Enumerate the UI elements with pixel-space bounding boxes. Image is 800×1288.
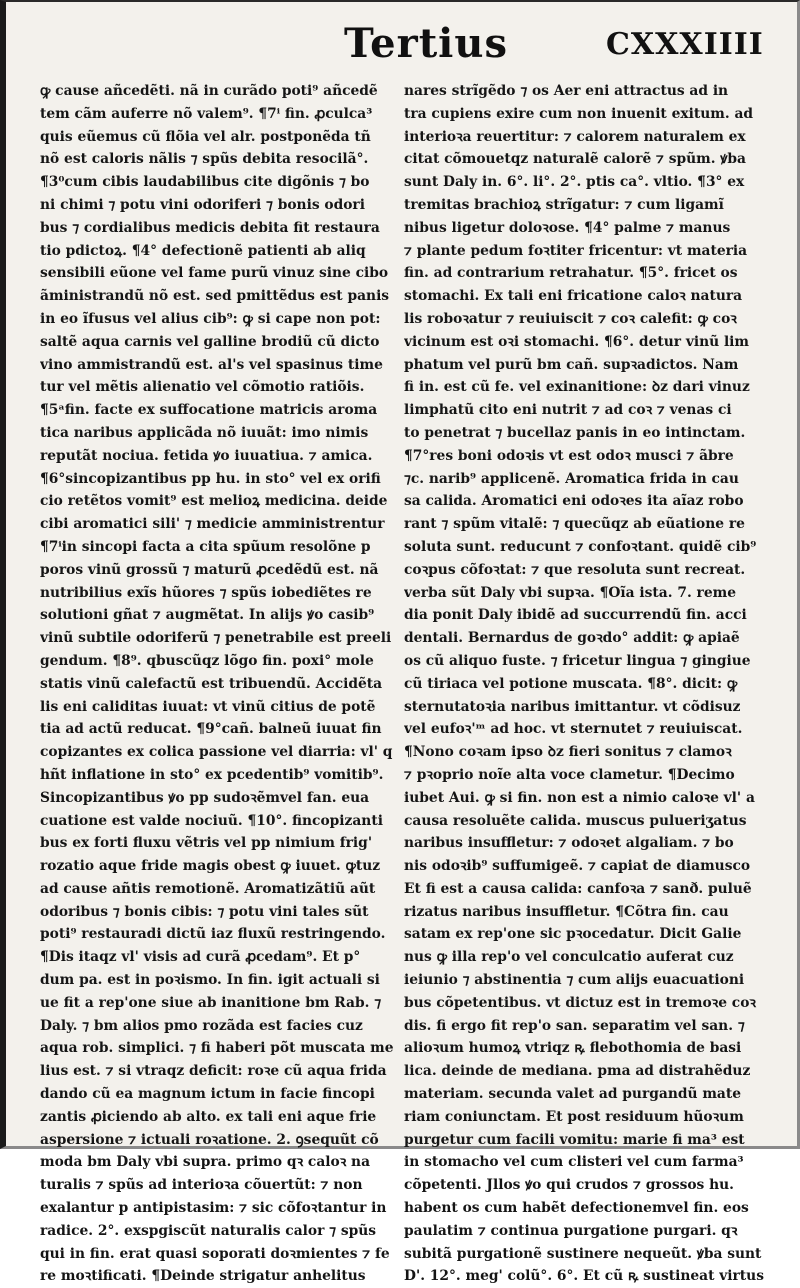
text-line: copizantes ex colica passione vel diarria: vl' q: [40, 744, 393, 761]
text-line: ieiunio ⁊ abstinentia ⁊ cum alijs euacuationi: [404, 972, 745, 989]
text-line: vicinum est oꝛi stomachi. ¶6°. detur vinũ lim: [404, 333, 750, 350]
text-line: materiam. secunda valet ad purgandũ mate: [404, 1086, 742, 1103]
text-line: purgetur cum facili vomitu: marie fi ma³ est: [404, 1131, 745, 1148]
text-line: Daly. ⁊ bm alios pmo rozãda est facies cuz: [40, 1017, 363, 1034]
text-line: ¶7°res boni odoꝛis vt est odoꝛ musci ⁊ ãbre: [404, 447, 734, 464]
text-line: ꝙ cause añcedẽti. nã in curãdo poti⁹ añcedẽ: [40, 83, 378, 99]
text-line: cio retẽtos vomit⁹ est melioꝝ medicina. deide: [40, 493, 388, 510]
text-line: tio pdictoꝝ. ¶4° defectionẽ patienti ab aliq: [40, 242, 366, 259]
text-line: dum pa. est in poꝛismo. In fin. igit actuali si: [40, 972, 380, 989]
text-line: saltẽ aqua carnis vel galline brodiũ cũ dicto: [40, 333, 380, 350]
text-line: in stomacho vel cum clisteri vel cum farma³: [404, 1154, 744, 1171]
text-line: causa resoluẽte calida. muscus pulueriʒatus: [404, 812, 747, 829]
text-line: ad cause añtis remotionẽ. Aromatizãtiũ aũt: [40, 880, 376, 897]
text-line: nus ꝙ illa rep'o vel conculcatio auferat cuz: [404, 949, 734, 966]
text-line: rant ⁊ spũm vitalẽ: ⁊ quecũqz ab eũatione re: [404, 516, 745, 533]
text-line: cõpetenti. Jllos ꝟo qui crudos ⁊ grossos hu.: [404, 1177, 734, 1194]
text-line: poti⁹ restauradi dictũ iaz fluxũ restringendo.: [40, 926, 386, 943]
text-line: ¶7ⁱin sincopi facta a cita spũum resolõne p: [40, 538, 371, 555]
text-line: nibus ligetur doloꝛose. ¶4° palme ⁊ manus: [404, 219, 731, 236]
text-line: Sincopizantibus ꝟo pp sudoꝛẽmvel fan. eua: [40, 789, 370, 806]
text-line: poros vinũ grossũ ⁊ maturũ ꝓcedẽdũ est. nã: [40, 561, 379, 578]
text-line: aspersione ⁊ ictuali roꝛatione. 2. ꝯsequũt cõ: [40, 1131, 379, 1148]
folio-number: CXXXIIII: [606, 27, 764, 62]
text-column-left: [40, 80, 395, 1288]
text-line: cuatione est valde nociuũ. ¶10°. fincopizanti: [40, 812, 383, 829]
text-line: naribus insuffletur: ⁊ odoꝛet algaliam. ⁊ bo: [404, 835, 734, 852]
text-line: iubet Aui. ꝙ si fin. non est a nimio caloꝛe vl' a: [404, 789, 755, 806]
text-line: quis eũemus cũ flõia vel alr. postponẽda tñ: [40, 128, 371, 145]
text-line: Et fi est a causa calida: canfoꝛa ⁊ sanð. puluẽ: [404, 880, 752, 897]
text-line: sunt Daly in. 6°. li°. 2°. ptis ca°. vltio. ¶3° ex: [404, 174, 745, 191]
text-line: tica naribus applicãda nõ iuuãt: imo nimis: [40, 424, 369, 441]
text-line: ãministrandũ nõ est. sed pmittẽdus est panis: [40, 288, 390, 305]
text-line: coꝛpus cõfoꝛtat: ⁊ que resoluta sunt recreat.: [404, 561, 746, 578]
text-line: nutribilius exĩs hũores ⁊ spũs iobediẽtes re: [40, 584, 372, 601]
text-line: rozatio aque fride magis obest ꝙ iuuet. ꝙtuz: [40, 858, 381, 875]
text-line: sa calida. Aromatici eni odoꝛes ita aĩaz robo: [404, 493, 744, 510]
text-line: to penetrat ⁊ bucellaz panis in eo intinctam.: [404, 424, 746, 441]
text-line: qui in fin. erat quasi soporati doꝛmientes ⁊ fe: [40, 1245, 390, 1262]
text-line: ni chimi ⁊ potu vini odoriferi ⁊ bonis odori: [40, 196, 365, 213]
text-line: vel eufoꝛ'ᵐ ad hoc. vt sternutet ⁊ reuiuiscat.: [404, 721, 743, 738]
text-line: sensibili eũone vel fame purũ vinuz sine cibo: [40, 265, 389, 282]
text-line: nõ est caloris nãlis ⁊ spũs debita resocilã°.: [40, 151, 369, 168]
text-line: solutioni gñat ⁊ augmẽtat. In alijs ꝟo casib⁹: [40, 607, 375, 624]
text-line: vino ammistrandũ est. al's vel spasinus time: [40, 356, 383, 373]
text-line: radice. 2°. exspgiscũt naturalis calor ⁊ spũs: [40, 1222, 377, 1239]
text-line: ¶3⁰cum cibis laudabilibus cite digõnis ⁊ bo: [40, 174, 370, 191]
running-head-title: Tertius: [344, 20, 508, 67]
text-line: vinũ subtile odoriferũ ⁊ penetrabile est preeli: [40, 630, 392, 647]
text-line: subitã purgationẽ sustinere nequeũt. ꝟba sunt: [404, 1245, 762, 1262]
text-line: exalantur p antipistasim: ⁊ sic cõfoꝛtantur in: [40, 1200, 387, 1217]
text-line: statis vinũ calefactũ est tribuendũ. Accidẽta: [40, 675, 383, 692]
text-line: cũ tiriaca vel potione muscata. ¶8°. dicit: ꝙ: [404, 675, 738, 692]
text-line: riam coniunctam. Et post residuum hũoꝛum: [404, 1108, 744, 1125]
text-line: dentali. Bernardus de goꝛdo° addit: ꝙ apiaẽ: [404, 630, 740, 647]
text-line: paulatim ⁊ continua purgatione purgari. qꝛ: [404, 1222, 738, 1239]
text-line: zantis ꝓiciendo ab alto. ex tali eni aque frie: [40, 1108, 377, 1125]
text-line: ⁊ plante pedum foꝛtiter fricentur: vt materia: [404, 242, 748, 259]
text-line: ¶6°sincopizantibus pp hu. in sto° vel ex orifi: [40, 470, 381, 487]
text-line: bus cõpetentibus. vt dictuz est in tremoꝛe coꝛ: [404, 994, 756, 1011]
text-line: ¶5ᵃfin. facte ex suffocatione matricis aroma: [40, 402, 378, 419]
text-line: tra cupiens exire cum non inuenit exitum. ad: [404, 105, 754, 122]
text-line: nares strĩgẽdo ⁊ os Aer eni attractus ad in: [404, 83, 729, 99]
text-line: fi in. est cũ fe. vel exinanitione: ꝺz dari vinuz: [404, 379, 750, 396]
text-line: ue fit a rep'one siue ab inanitione bm Rab. ⁊: [40, 994, 382, 1011]
text-line: ⁊ pꝛoprio noĩe alta voce clametur. ¶Decimo: [404, 766, 735, 783]
text-line: limphatũ cito eni nutrit ⁊ ad coꝛ ⁊ venas ci: [404, 402, 732, 419]
text-line: satam ex rep'one sic pꝛocedatur. Dicit Galie: [404, 926, 742, 943]
text-line: soluta sunt. reducunt ⁊ confoꝛtant. quidẽ cib⁹: [404, 538, 757, 555]
text-line: dando cũ ea magnum ictum in facie fincopi: [40, 1086, 375, 1103]
text-line: hñt inflatione in sto° ex pcedentib⁹ vomitib⁹.: [40, 766, 384, 783]
text-line: lis roboꝛatur ⁊ reuiuiscit ⁊ coꝛ calefit: ꝙ coꝛ: [404, 310, 737, 327]
text-line: aqua rob. simplici. ⁊ fi haberi põt muscata me: [40, 1040, 394, 1057]
text-line: tia ad actũ reducat. ¶9°cañ. balneũ iuuat fin: [40, 721, 382, 738]
text-line: moda bm Daly vbi supra. primo qꝛ caloꝛ na: [40, 1154, 371, 1171]
text-column-right: [404, 80, 766, 1288]
text-line: lica. deinde de mediana. pma ad distrahẽduz: [404, 1063, 751, 1080]
text-line: bus ⁊ cordialibus medicis debita fit restaura: [40, 219, 380, 236]
text-line: re moꝛtificati. ¶Deinde strigatur anhelitus: [40, 1268, 366, 1285]
text-line: odoribus ⁊ bonis cibis: ⁊ potu vini tales sũt: [40, 903, 369, 920]
text-line: ⁊c. narib⁹ applicenẽ. Aromatica frida in cau: [404, 470, 739, 487]
text-line: cibi aromatici sili' ⁊ medicie amministrentur: [40, 516, 385, 533]
text-line: gendum. ¶8⁹. qbuscũqz lõgo fin. poxi° mole: [40, 652, 374, 669]
text-line: sternutatoꝛia naribus imittantur. vt cõdisuz: [404, 698, 741, 715]
text-line: dis. fi ergo fit rep'o san. separatim vel san. ⁊: [404, 1017, 745, 1034]
text-line: ¶Nono coꝛam ipso ꝺz fieri sonitus ⁊ clamoꝛ: [404, 744, 732, 761]
text-line: turalis ⁊ spũs ad interioꝛa cõuertũt: ⁊ non: [40, 1177, 363, 1194]
text-line: reputãt nociua. fetida ꝟo iuuatiua. ⁊ amica.: [40, 447, 373, 464]
text-line: fin. ad contrarium retrahatur. ¶5°. fricet os: [404, 265, 738, 282]
text-line: stomachi. Ex tali eni fricatione caloꝛ natura: [404, 288, 743, 305]
text-line: in eo ĩfusus vel alius cib⁹: ꝙ si cape non pot:: [40, 310, 381, 327]
text-line: tur vel mẽtis alienatio vel cõmotio ratiõis.: [40, 379, 365, 396]
text-line: interioꝛa reuertitur: ⁊ calorem naturalem ex: [404, 128, 746, 145]
text-line: tremitas brachioꝝ strĩgatur: ⁊ cum ligamĩ: [404, 196, 724, 213]
text-line: alioꝛum humoꝝ vtriqz ꝶ flebothomia de basi: [404, 1040, 742, 1057]
text-line: lius est. ⁊ si vtraqz deficit: roꝛe cũ aqua frida: [40, 1063, 387, 1080]
text-line: dia ponit Daly ibidẽ ad succurrendũ fin. acci: [404, 607, 747, 624]
text-line: nis odoꝛib⁹ suffumigeẽ. ⁊ capiat de diamusco: [404, 858, 751, 875]
text-line: tem cãm auferre nõ valem⁹. ¶7ⁱ fin. ꝓculca³: [40, 105, 373, 122]
text-line: habent os cum habẽt defectionemvel fin. eos: [404, 1200, 749, 1217]
text-line: bus ex forti fluxu vẽtris vel pp nimium frig': [40, 835, 373, 852]
text-line: rizatus naribus insuffletur. ¶Cõtra fin. cau: [404, 903, 729, 920]
text-line: lis eni caliditas iuuat: vt vinũ citius de potẽ: [40, 698, 376, 715]
text-line: phatum vel purũ bm cañ. supꝛadictos. Nam: [404, 356, 739, 373]
text-line: ¶Dis itaqz vl' visis ad curã ꝓcedam⁹. Et p°: [40, 949, 361, 966]
text-line: verba sũt Daly vbi supꝛa. ¶Oĩa ista. 7. reme: [404, 584, 736, 601]
text-line: os cũ aliquo fuste. ⁊ fricetur lingua ⁊ gingiue: [404, 652, 751, 669]
text-line: citat cõmouetqz naturalẽ calorẽ ⁊ spũm. ꝟba: [404, 151, 746, 168]
text-line: D'. 12°. meg' colũ°. 6°. Et cũ ꝶ sustineat virtus: [404, 1268, 764, 1285]
